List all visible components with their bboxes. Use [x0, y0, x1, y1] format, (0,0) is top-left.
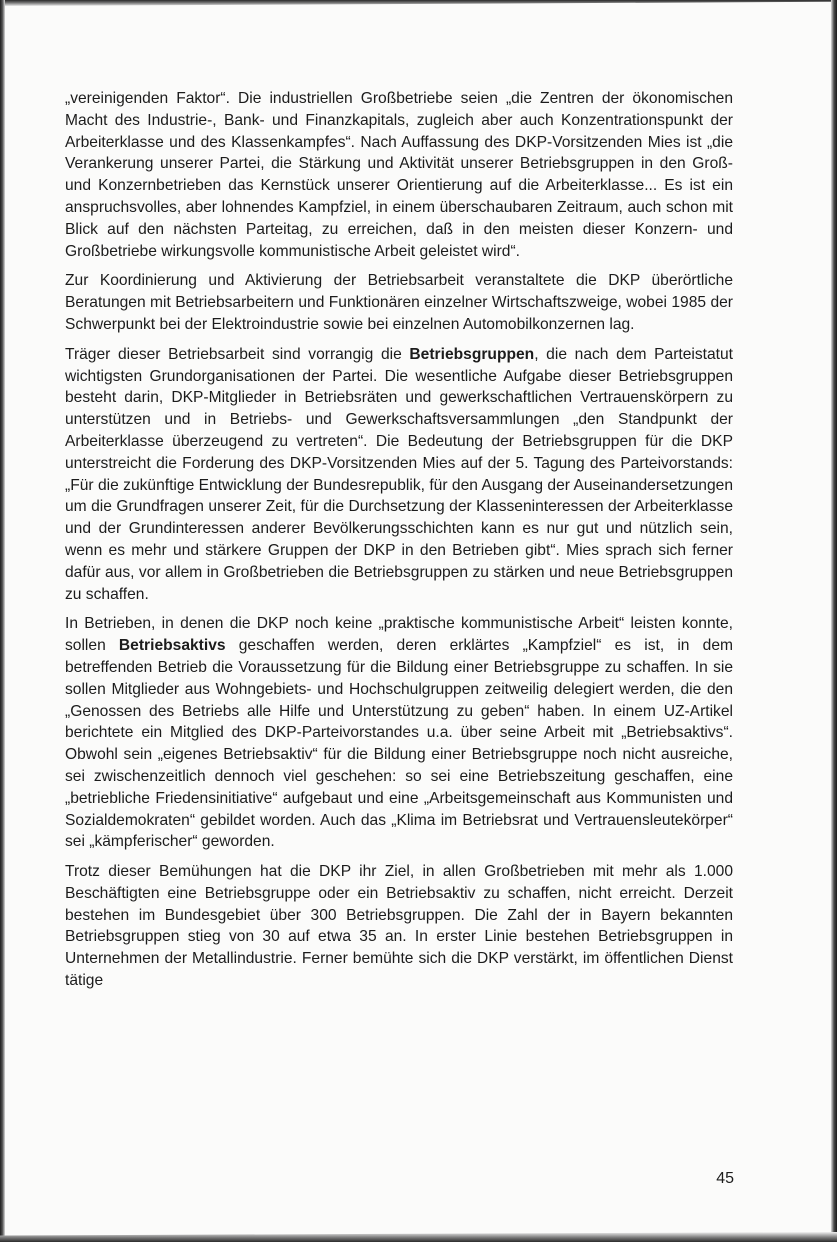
term-betriebsaktivs: Betriebsaktivs — [118, 637, 226, 655]
scan-edge-top — [0, 0, 837, 6]
scan-edge-right — [831, 0, 837, 1242]
paragraph-3-text-a: Träger dieser Betriebsarbeit sind vorrangig die — [65, 345, 410, 363]
scan-edge-bottom — [0, 1232, 837, 1242]
paragraph-1 — [65, 88, 733, 262]
paragraph-3-text-b: , die nach dem Parteistatut wichtigsten Grundorganisationen der Partei. Die wesentliche Aufgabe dieser Betriebsgruppen besteht darin, DKP-Mitglieder in Betriebsräten und gewerkschaftlichen Vertrauenskörpern zu unterstützen und in Betriebs- und Gewerkschaftsversammlungen „den Standpunkt der Arbeiterklasse überzeugend zu vertreten“. Die Bedeutung der Betriebsgruppen für die DKP unterstreicht die Forderung des DKP-Vorsitzenden Mies auf der 5. Tagung des Parteivorstands: „Für die zukünftige Entwicklung der Bundesrepublik, für den Ausgang der Auseinandersetzungen um die Grundfragen unserer Zeit, für die Durchsetzung der Klasseninteressen der Arbeiterklasse und der Grundinteressen anderer Bevölkerungsschichten kann es nur gut und nützlich sein, wenn es mehr und stärkere Gruppen der DKP in den Betrieben gibt“. Mies sprach sich ferner dafür aus, vor allem in Großbetrieben die Betriebsgruppen zu stärken und neue Betriebsgruppen zu schaffen. — [65, 345, 733, 603]
paragraph-5 — [65, 861, 733, 992]
paragraph-2 — [65, 270, 733, 335]
paragraph-2-text: Zur Koordinierung und Aktivierung der Betriebsarbeit veranstaltete die DKP überörtliche Beratungen mit Betriebsarbeitern und Funktionären einzelner Wirtschaftszweige, wobei 1985 der Schwerpunkt bei der Elektroindustrie sowie bei einzelnen Automobilkonzernen lag. — [65, 272, 733, 333]
term-betriebsgruppen: Betriebsgruppen — [409, 345, 535, 363]
paragraph-4-text-b: geschaffen werden, deren erklärtes „Kampfziel“ es ist, in dem betreffenden Betrieb die Voraussetzung für die Bildung einer Betriebsgruppe zu schaffen. In sie sollen Mitglieder aus Wohngebiets- und Hochschulgruppen zeitweilig delegiert werden, die den „Genossen des Betriebs alle Hilfe und Unterstützung zu geben“ haben. In einem UZ-Artikel berichtete ein Mitglied des DKP-Parteivorstandes u.a. über seine Arbeit mit „Betriebsaktivs“. Obwohl sein „eigenes Betriebsaktiv“ für die Bildung einer Betriebsgruppe noch nicht ausreiche, sei zwischenzeitlich dennoch viel geschehen: so sei eine Betriebszeitung geschaffen, eine „betriebliche Friedensinitiative“ aufgebaut und eine „Arbeitsgemeinschaft aus Kommunisten und Sozialdemokraten“ gebildet worden. Auch das „Klima im Betriebsrat und Vertrauensleutekörper“ sei „kämpferischer“ geworden. — [65, 637, 733, 851]
page-number: 45 — [716, 1170, 734, 1187]
paragraph-1-text: „vereinigenden Faktor“. Die industriellen Großbetriebe seien „die Zentren der ökonomischen Macht des Industrie-, Bank- und Finanzkapitals, zugleich aber auch Konzentrationspunkt der Arbeiterklasse und des Klassenkampfes“. Nach Auffassung des DKP-Vorsitzenden Mies ist „die Verankerung unserer Partei, die Stärkung und Aktivität unserer Betriebsgruppen in den Groß- und Konzernbetrieben das Kernstück unserer Orientierung auf die Arbeiterklasse... Es ist ein anspruchsvolles, aber lohnendes Kampfziel, in einem überschaubaren Zeitraum, auch schon mit Blick auf den nächsten Parteitag, zu erreichen, daß in den meisten dieser Konzern- und Großbetriebe wirkungsvolle kommunistische Arbeit geleistet wird“. — [65, 90, 733, 260]
paragraph-5-text: Trotz dieser Bemühungen hat die DKP ihr Ziel, in allen Großbetrieben mit mehr als 1.000 Beschäftigten eine Betriebsgruppe oder ein Betriebsaktiv zu schaffen, nicht erreicht. Derzeit bestehen im Bundesgebiet über 300 Betriebsgruppen. Die Zahl der in Bayern bekannten Betriebsgruppen stieg von 30 auf etwa 35 an. In erster Linie bestehen Betriebsgruppen in Unternehmen der Metallindustrie. Ferner bemühte sich die DKP verstärkt, im öffentlichen Dienst tätige — [65, 863, 733, 990]
body-text — [65, 88, 733, 1000]
scan-edge-left — [0, 0, 5, 1242]
paragraph-4-text-a: In Betrieben, in denen die DKP noch keine „praktische kommunistische Arbeit“ leisten konnte, sollen — [65, 615, 733, 655]
paragraph-4 — [65, 613, 733, 853]
paragraph-3 — [65, 344, 733, 606]
